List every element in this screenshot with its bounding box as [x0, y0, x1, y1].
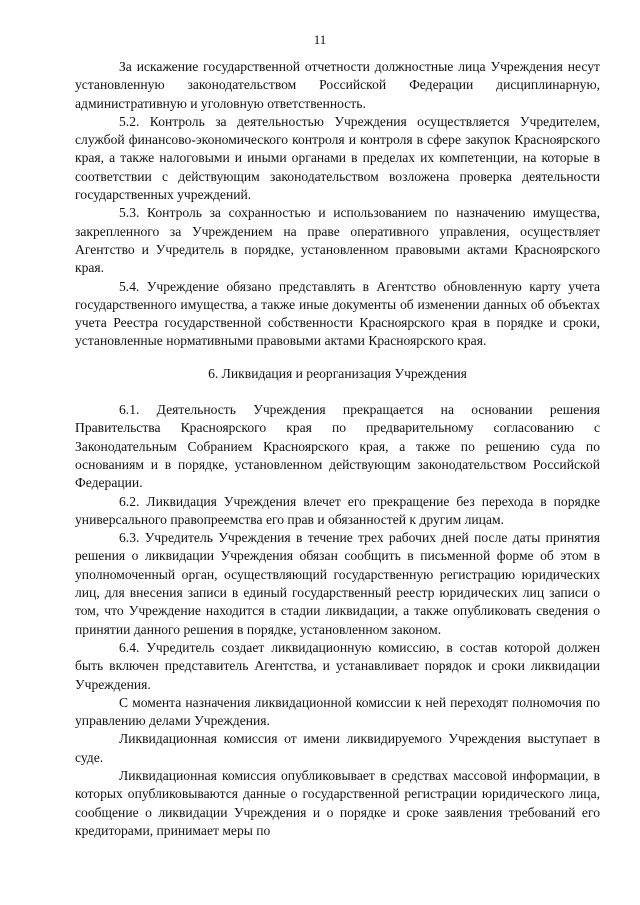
page-number: 11 [313, 32, 327, 47]
paragraph-commission-court: Ликвидационная комиссия от имени ликвидируемого Учреждения выступает в суде. [75, 731, 600, 765]
section-heading: 6. Ликвидация и реорганизация Учреждения [208, 365, 467, 381]
paragraph-5-3: 5.3. Контроль за сохранностью и использованием по назначению имущества, закрепленного за Учреждением на праве оперативного управления, осуществляет Агентство и Учредитель в порядке, установленном правовыми актами Красноярского края. [75, 205, 600, 276]
paragraph-6-4: 6.4. Учредитель создает ликвидационную комиссию, в состав которой должен быть включен представитель Агентства, и устанавливает порядок и сроки ликвидации Учреждения. [75, 639, 600, 692]
paragraph-commission-powers: С момента назначения ликвидационной комиссии к ней переходят полномочия по управлению делами Учреждения. [75, 694, 600, 729]
paragraph-distortion-liability: За искажение государственной отчетности должностные лица Учреждения несут установленную законодательством Российской Федерации дисциплинарную, административную и уголовную ответственность. [75, 59, 600, 111]
paragraph-6-3: 6.3. Учредитель Учреждения в течение трех рабочих дней после даты принятия решения о ликвидации Учреждения обязан сообщить в письменной форме об этом в уполномоченный орган, осуществляющий государственную регистрацию юридических лиц, для внесения записи в единый государственный реестр юридических лиц записи о том, что Учреждение находится в стадии ликвидации, а также опубликовать сведения о принятии данного решения в порядке, установленном законом. [75, 530, 600, 637]
paragraph-6-1: 6.1. Деятельность Учреждения прекращается на основании решения Правительства Красноярского края по предварительному согласованию с Законодательным Собранием Красноярского края, а также по решению суда по основаниям и в порядке, установленном действующим законодательством Российской Федерации. [75, 402, 600, 491]
document-body [75, 58, 600, 840]
paragraph-5-4: 5.4. Учреждение обязано представлять в Агентство обновленную карту учета государственного имущества, а также иные документы об изменении данных об объектах учета Реестра государственной собственности Красноярского края в порядке и сроки, установленные нормативными правовыми актами Красноярского края. [75, 278, 600, 349]
paragraph-commission-publication: Ликвидационная комиссия опубликовывает в средствах массовой информации, в которых опубликовываются данные о государственной регистрации юридического лица, сообщение о ликвидации Учреждения и о порядке и сроке заявления требований его кредиторами, принимает меры по [75, 767, 600, 838]
paragraph-5-2: 5.2. Контроль за деятельностью Учреждения осуществляется Учредителем, службой финансово-экономического контроля и контроля в сфере закупок Красноярского края, а также налоговыми и иными органами в пределах их компетенции, на которые в соответствии с действующим законодательством возложена проверка деятельности государственных учреждений. [75, 113, 600, 203]
paragraph-6-2: 6.2. Ликвидация Учреждения влечет его прекращение без перехода в порядке универсального правопреемства его прав и обязанностей к другим лицам. [75, 493, 600, 527]
